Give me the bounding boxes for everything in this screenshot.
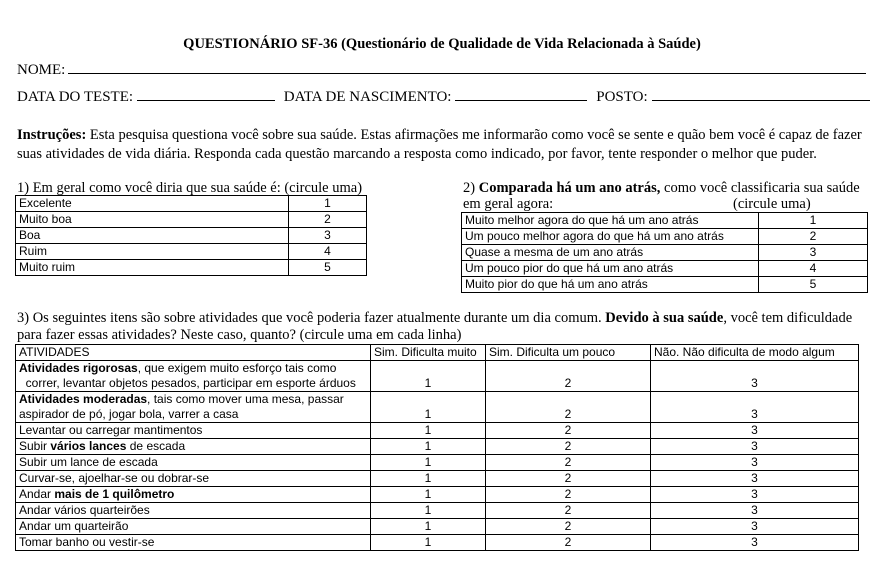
q3-activity-text-rest: de escada — [126, 439, 186, 453]
q1-option-row — [16, 228, 367, 244]
q3-answer-option[interactable]: 3 — [651, 519, 859, 535]
q3-activity-text: Curvar-se, ajoelhar-se ou dobrar-se — [19, 471, 210, 485]
q3-activity-text: Andar um quarteirão — [19, 519, 129, 533]
q3-activity-text-line2: correr, levantar objetos pesados, participar em esporte árduos — [19, 376, 356, 390]
q2-suffix: como você classificaria sua saúde — [660, 180, 860, 196]
q3-bold: Devido à sua saúde — [605, 310, 724, 326]
birth-date-label: DATA DE NASCIMENTO: — [283, 89, 452, 105]
q3-activity-label — [16, 392, 371, 423]
q2-option-value[interactable]: 3 — [759, 245, 868, 261]
q3-answer-option[interactable]: 2 — [486, 361, 651, 392]
q3-answer-option[interactable]: 1 — [371, 519, 486, 535]
q2-option-value[interactable]: 2 — [759, 229, 868, 245]
q2-option-row — [462, 261, 868, 277]
q3-activity-label — [16, 471, 371, 487]
q3-activity-row — [16, 439, 859, 455]
q3-activity-text: Subir — [19, 439, 51, 453]
q3-activity-emphasis: Atividades rigorosas — [19, 361, 138, 375]
q3-answer-option[interactable]: 1 — [371, 392, 486, 423]
q3-prefix: 3) Os seguintes itens são sobre atividades que você poderia fazer atualmente durante um dia comum. — [17, 310, 606, 326]
instructions-text: Esta pesquisa questiona você sobre sua saúde. Estas afirmações me informarão como você se sente e quão bem você é capaz de fazer suas atividades de vida diária. Responda cada questão marcando a resposta como indicado, por favor, tente responder o melhor que puder. — [17, 127, 862, 162]
q3-activity-row — [16, 519, 859, 535]
q3-answer-option[interactable]: 2 — [486, 455, 651, 471]
q3-answer-option[interactable]: 3 — [651, 471, 859, 487]
q3-answer-option[interactable]: 1 — [371, 535, 486, 551]
q3-answer-option[interactable]: 3 — [651, 503, 859, 519]
q1-option-row — [16, 196, 367, 212]
q1-option-value[interactable]: 1 — [289, 196, 367, 212]
q1-option-label: Muito boa — [16, 212, 289, 228]
dates-field — [17, 87, 870, 106]
q3-activity-text-line2: aspirador de pó, jogar bola, varrer a casa — [19, 407, 239, 421]
q3-answer-option[interactable]: 1 — [371, 439, 486, 455]
q3-header-col2: Sim. Dificulta um pouco — [486, 345, 651, 361]
q1-option-label: Boa — [16, 228, 289, 244]
q3-line2: para fazer essas atividades? Neste caso, quanto? (circule uma em cada linha) — [17, 327, 462, 343]
q3-answer-option[interactable]: 2 — [486, 535, 651, 551]
name-line[interactable] — [68, 60, 866, 74]
birth-date-line[interactable] — [455, 87, 587, 101]
q2-option-label: Quase a mesma de um ano atrás — [462, 245, 759, 261]
q2-option-row — [462, 277, 868, 293]
q2-circle: (circule uma) — [733, 196, 811, 212]
q2-option-value[interactable]: 1 — [759, 213, 868, 229]
q2-line2: em geral agora: — [463, 196, 554, 212]
q3-activity-label — [16, 455, 371, 471]
q3-activity-row — [16, 423, 859, 439]
q2-option-row — [462, 213, 868, 229]
q3-activity-row — [16, 535, 859, 551]
q3-activity-label — [16, 519, 371, 535]
page-title: QUESTIONÁRIO SF-36 (Questionário de Qualidade de Vida Relacionada à Saúde) — [183, 36, 701, 52]
q2-option-row — [462, 245, 868, 261]
q1-option-value[interactable]: 4 — [289, 244, 367, 260]
name-field — [17, 60, 866, 79]
test-date-label: DATA DO TESTE: — [17, 89, 134, 105]
instructions-label: Instruções: — [17, 127, 87, 143]
q3-answer-option[interactable]: 1 — [371, 471, 486, 487]
q3-activity-emphasis: Atividades moderadas — [19, 392, 148, 406]
q3-activity-label — [16, 361, 371, 392]
q1-option-label: Ruim — [16, 244, 289, 260]
q3-answer-option[interactable]: 3 — [651, 361, 859, 392]
q2-table — [461, 212, 868, 293]
q3-answer-option[interactable]: 2 — [486, 519, 651, 535]
q3-activity-text-rest: , tais como mover uma mesa, passar — [147, 392, 344, 406]
q3-answer-option[interactable]: 2 — [486, 471, 651, 487]
q3-activity-emphasis: vários lances — [50, 439, 127, 453]
q3-answer-option[interactable]: 2 — [486, 439, 651, 455]
q2-option-row — [462, 229, 868, 245]
q3-activity-label — [16, 423, 371, 439]
q3-activity-text: Levantar ou carregar mantimentos — [19, 423, 203, 437]
q2-bold: Comparada há um ano atrás, — [478, 180, 661, 196]
q3-answer-option[interactable]: 3 — [651, 423, 859, 439]
q3-answer-option[interactable]: 2 — [486, 503, 651, 519]
q1-option-value[interactable]: 2 — [289, 212, 367, 228]
q3-activity-row — [16, 487, 859, 503]
q1-option-row — [16, 260, 367, 276]
q1-option-value[interactable]: 5 — [289, 260, 367, 276]
q3-answer-option[interactable]: 1 — [371, 423, 486, 439]
q3-answer-option[interactable]: 3 — [651, 487, 859, 503]
q3-answer-option[interactable]: 2 — [486, 487, 651, 503]
q3-activity-text-rest: , que exigem muito esforço tais como — [137, 361, 337, 375]
posto-label: POSTO: — [596, 89, 648, 105]
q1-option-label: Excelente — [16, 196, 289, 212]
q3-prompt — [17, 310, 852, 327]
q3-activity-label — [16, 439, 371, 455]
q1-table — [15, 195, 367, 276]
q3-activity-emphasis: mais de 1 quilômetro — [54, 487, 175, 501]
q3-activity-row — [16, 471, 859, 487]
instructions — [17, 126, 869, 164]
q1-prompt: 1) Em geral como você diria que sua saúde é: (circule uma) — [17, 180, 363, 196]
q1-option-value[interactable]: 3 — [289, 228, 367, 244]
q3-answer-option[interactable]: 2 — [486, 392, 651, 423]
q2-option-label: Um pouco pior do que há um ano atrás — [462, 261, 759, 277]
q3-answer-option[interactable]: 1 — [371, 361, 486, 392]
q3-activity-text: Andar — [19, 487, 55, 501]
q3-activity-text: Andar vários quarteirões — [19, 503, 150, 517]
q2-option-label: Um pouco melhor agora do que há um ano atrás — [462, 229, 759, 245]
q3-activity-row — [16, 455, 859, 471]
q3-suffix: , você tem dificuldade — [723, 310, 853, 326]
q1-option-row — [16, 244, 367, 260]
q2-option-value[interactable]: 5 — [759, 277, 868, 293]
q3-header-row — [16, 345, 859, 361]
q3-answer-option[interactable]: 1 — [371, 487, 486, 503]
q3-answer-option[interactable]: 1 — [371, 455, 486, 471]
q3-answer-option[interactable]: 3 — [651, 392, 859, 423]
q1-option-row — [16, 212, 367, 228]
name-label: NOME: — [17, 62, 66, 78]
q2-option-label: Muito melhor agora do que há um ano atrás — [462, 213, 759, 229]
q3-header-col1: Sim. Dificulta muito — [371, 345, 486, 361]
test-date-line[interactable] — [137, 87, 275, 101]
q3-answer-option[interactable]: 3 — [651, 535, 859, 551]
q3-activity-label — [16, 535, 371, 551]
q3-activity-row — [16, 392, 859, 423]
q2-prompt — [463, 180, 860, 197]
q3-activity-row — [16, 503, 859, 519]
q3-answer-option[interactable]: 1 — [371, 503, 486, 519]
q3-activity-text: Subir um lance de escada — [19, 455, 158, 469]
q1-option-label: Muito ruim — [16, 260, 289, 276]
q2-option-label: Muito pior do que há um ano atrás — [462, 277, 759, 293]
q3-header-col3: Não. Não dificulta de modo algum — [651, 345, 859, 361]
q3-answer-option[interactable]: 3 — [651, 439, 859, 455]
q3-activity-label — [16, 503, 371, 519]
q3-activity-row — [16, 361, 859, 392]
q3-table — [15, 344, 859, 551]
q3-header-activities: ATIVIDADES — [16, 345, 371, 361]
q2-prefix: 2) — [463, 180, 479, 196]
q3-activity-label — [16, 487, 371, 503]
q3-answer-option[interactable]: 2 — [486, 423, 651, 439]
q3-activity-text: Tomar banho ou vestir-se — [19, 535, 155, 549]
q3-answer-option[interactable]: 3 — [651, 455, 859, 471]
q2-option-value[interactable]: 4 — [759, 261, 868, 277]
posto-line[interactable] — [652, 87, 870, 101]
